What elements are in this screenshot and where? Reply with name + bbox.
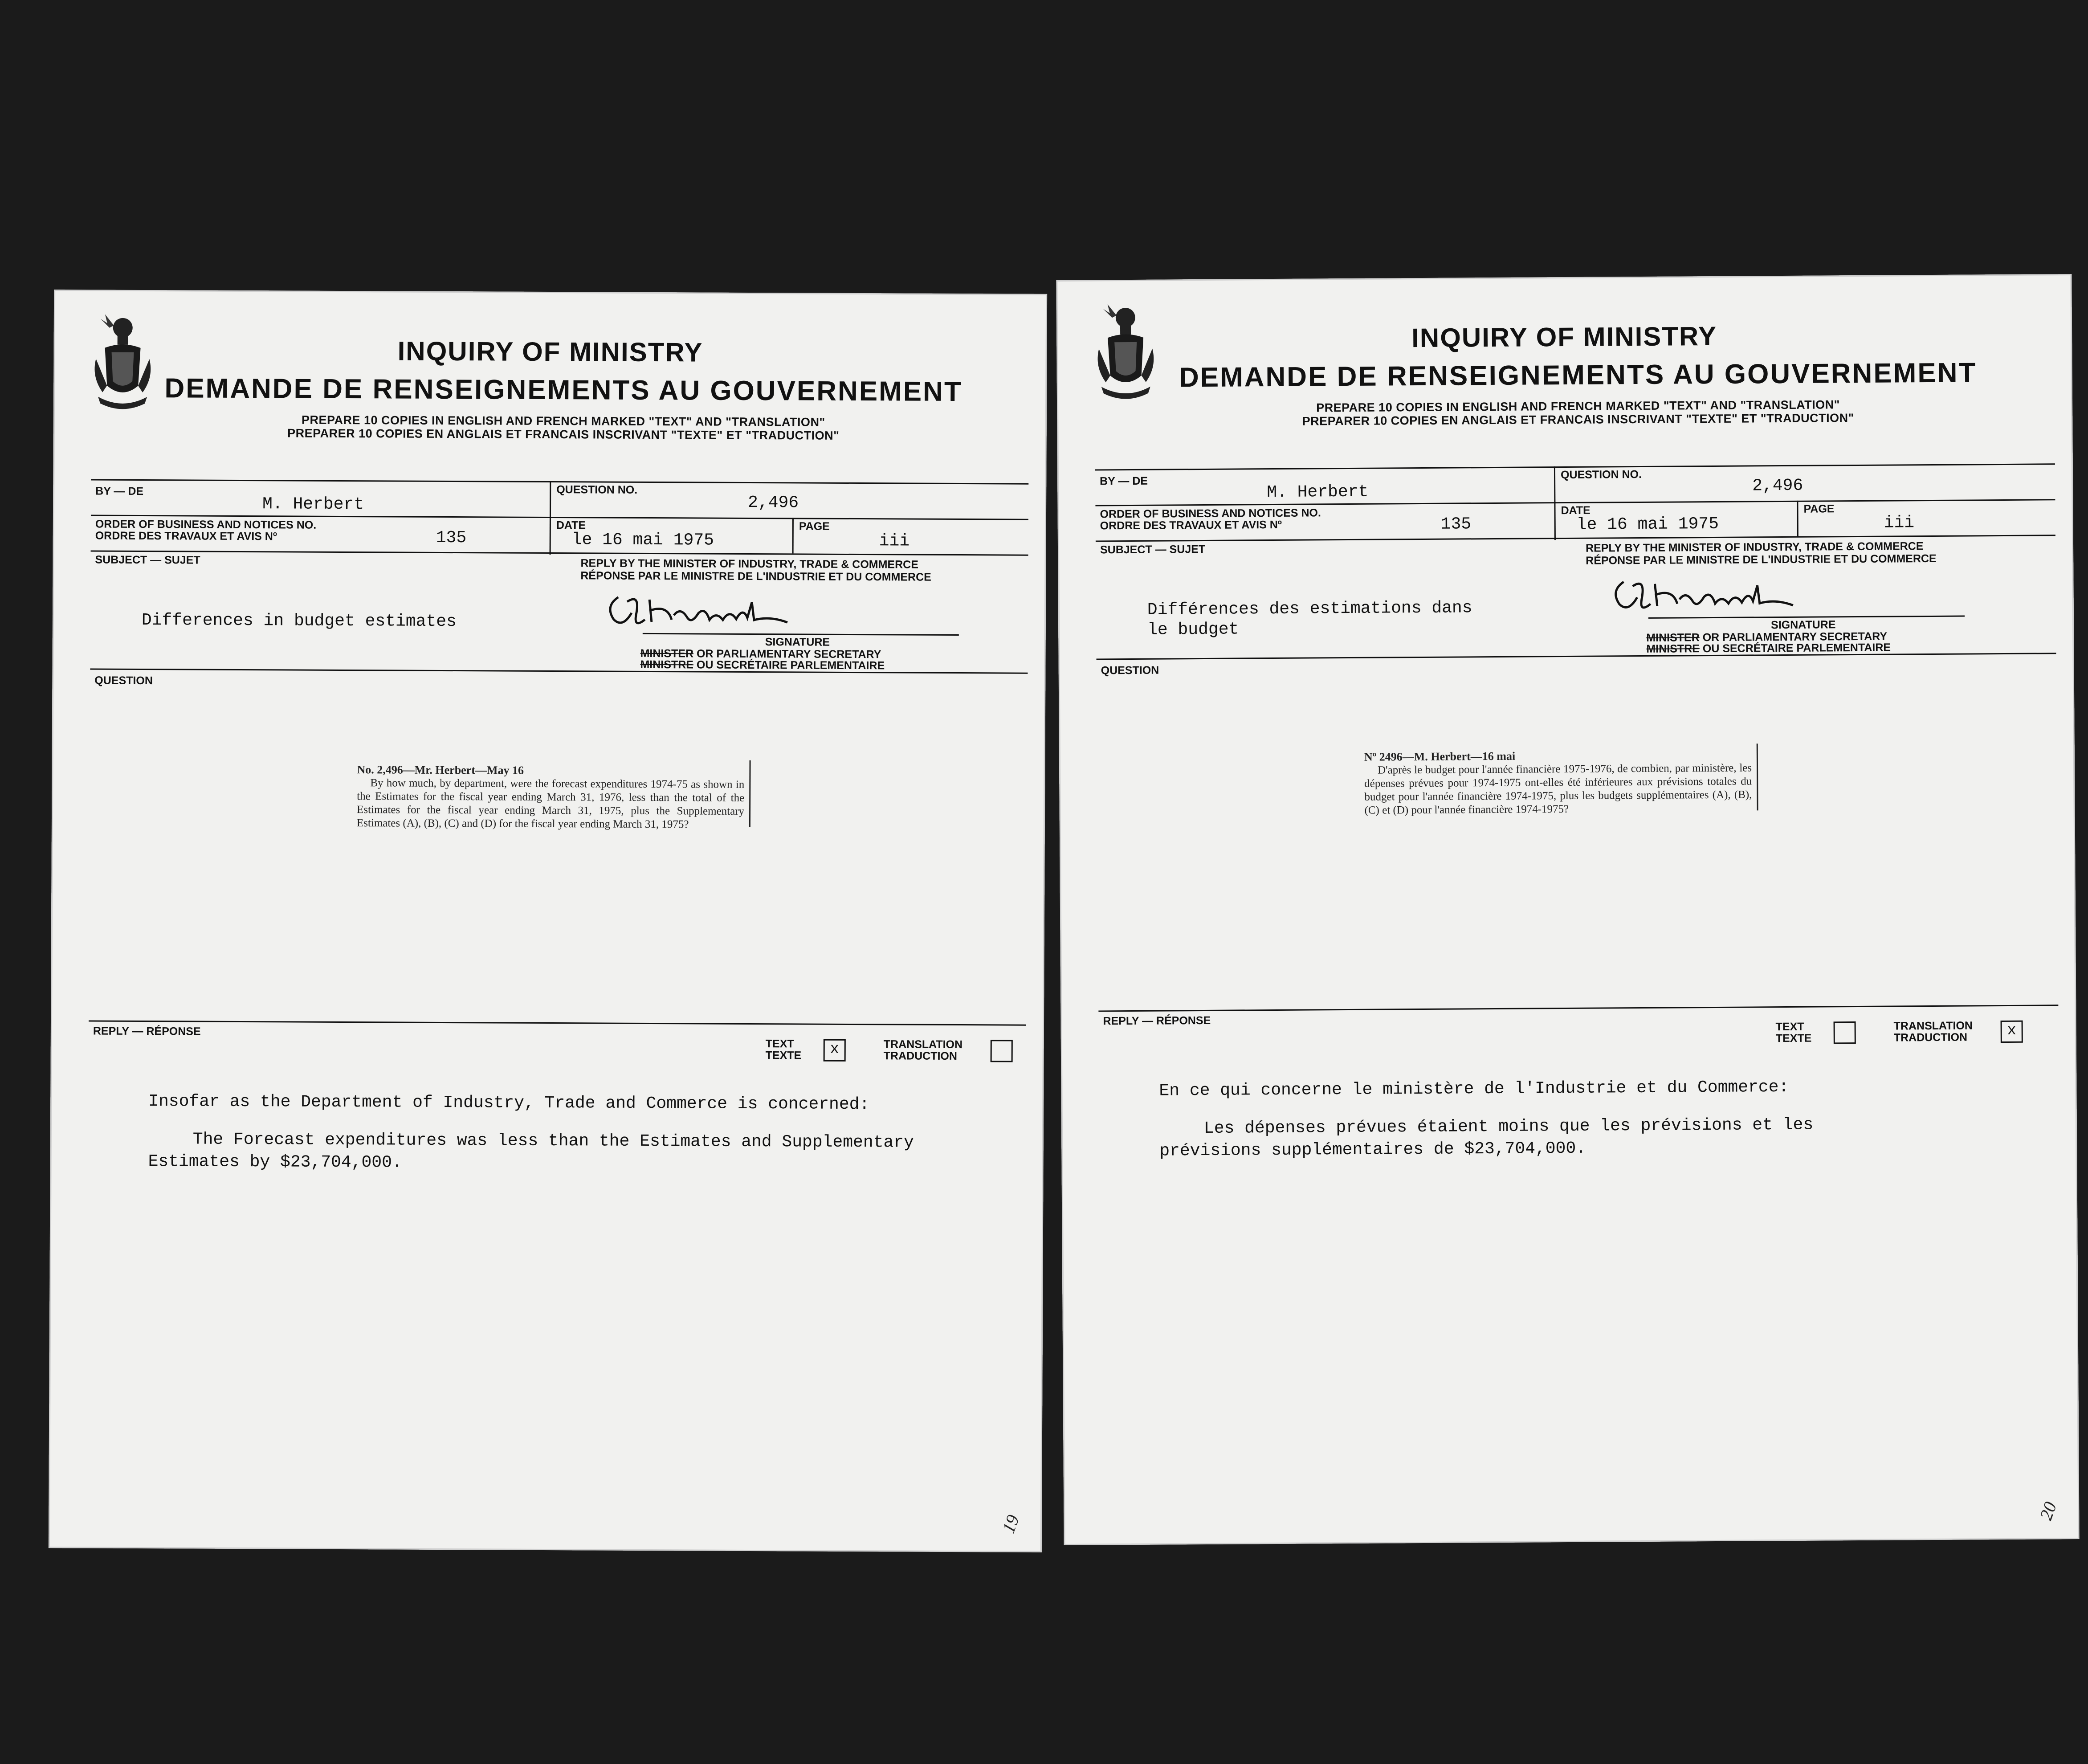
page-value: iii [879, 531, 910, 551]
order-label-english: ORDER OF BUSINESS AND NOTICES NO. [95, 518, 317, 531]
text-checkbox[interactable]: x [824, 1039, 846, 1062]
reply-by-english: REPLY BY THE MINISTER OF INDUSTRY, TRADE & COMMERCE [580, 557, 918, 571]
translation-label-french: TRADUCTION [1893, 1031, 1968, 1044]
question-label: QUESTION [94, 674, 153, 687]
signature-label: SIGNATURE [765, 636, 830, 649]
reply-by-french: RÉPONSE PAR LE MINISTRE DE L'INDUSTRIE ET DU COMMERCE [580, 569, 931, 584]
text-label-english: TEXT [1775, 1020, 1804, 1033]
reply-by-english: REPLY BY THE MINISTER OF INDUSTRY, TRADE & COMMERCE [1585, 540, 1924, 555]
order-label-french: ORDRE DES TRAVAUX ET AVIS Nº [95, 529, 277, 543]
text-label-french: TEXTE [1775, 1032, 1812, 1045]
subject-value-line-1: Differences in budget estimates [141, 611, 457, 632]
question-label: QUESTION [1101, 664, 1159, 677]
order-value: 135 [1440, 514, 1472, 534]
subject-label: SUBJECT — SUJET [1100, 543, 1206, 556]
by-value: M. Herbert [1267, 482, 1369, 502]
subject-value-line-2: le budget [1147, 620, 1239, 640]
subject-value-line-1: Différences des estimations dans [1147, 598, 1472, 620]
order-label-english: ORDER OF BUSINESS AND NOTICES NO. [1100, 506, 1321, 521]
form-title-french: DEMANDE DE RENSEIGNEMENTS AU GOUVERNEMENT [164, 373, 963, 408]
form-title-french: DEMANDE DE RENSEIGNEMENTS AU GOUVERNEMENT [1179, 357, 1977, 393]
reply-text-line-1: En ce qui concerne le ministère de l'Industrie et du Commerce: [1159, 1077, 1789, 1101]
reply-label: REPLY — RÉPONSE [1103, 1014, 1211, 1028]
handwritten-page-number: 20 [2035, 1499, 2061, 1523]
by-label: BY — DE [1100, 474, 1148, 488]
reply-text-line-2: The Forecast expenditures was less than the Estimates and Supplementary [192, 1130, 914, 1152]
by-label: BY — DE [95, 485, 144, 498]
by-value: M. Herbert [262, 494, 364, 514]
translation-label-english: TRANSLATION [1893, 1019, 1973, 1033]
question-no-label: QUESTION NO. [556, 483, 638, 496]
page-value: iii [1884, 513, 1915, 533]
form-title-english: INQUIRY OF MINISTRY [397, 336, 703, 368]
date-label: DATE [556, 519, 586, 532]
reply-text-line-3: Estimates by $23,704,000. [148, 1152, 402, 1172]
form-sheet-french [1056, 274, 2079, 1545]
form-title-english: INQUIRY OF MINISTRY [1411, 321, 1717, 353]
translation-label-french: TRADUCTION [883, 1049, 958, 1063]
question-clipping [357, 763, 745, 832]
minister-line-english: MINISTER OR PARLIAMENTARY SECRETARY [640, 647, 881, 661]
text-label-french: TEXTE [765, 1049, 802, 1062]
clipping-title: No. 2,496—Mr. Herbert—May 16 [357, 763, 524, 777]
handwritten-signature [1606, 572, 1811, 622]
clipping-body: D'après le budget pour l'année financière 1975-1976, de combien, par ministère, les dépenses prévues pour 1974-1975 ont-elles été inférieures aux prévisions totales du budget pour l'année financière 1974-1975, plus les budgets supplémentaires (A), (B), (C) et (D) pour l'année financière 1974-1975? [1364, 762, 1752, 817]
question-no-label: QUESTION NO. [1560, 468, 1642, 482]
reply-text-line-2: Les dépenses prévues étaient moins que les prévisions et les [1203, 1115, 1814, 1138]
question-no-value: 2,496 [1752, 476, 1803, 496]
minister-line-english: MINISTER OR PARLIAMENTARY SECRETARY [1646, 630, 1888, 644]
text-checkbox[interactable] [1834, 1021, 1856, 1044]
question-clipping [1364, 748, 1752, 817]
date-label: DATE [1561, 504, 1590, 517]
reply-label: REPLY — RÉPONSE [93, 1025, 201, 1038]
date-value: le 16 mai 1975 [1576, 514, 1719, 535]
order-label-french: ORDRE DES TRAVAUX ET AVIS Nº [1100, 518, 1282, 532]
translation-label-english: TRANSLATION [883, 1038, 963, 1051]
date-value: le 16 mai 1975 [571, 530, 714, 550]
instructions-english: PREPARE 10 COPIES IN ENGLISH AND FRENCH MARKED "TEXT" AND "TRANSLATION" [301, 413, 825, 429]
translation-checkbox[interactable] [991, 1040, 1013, 1062]
order-value: 135 [436, 528, 467, 548]
question-no-value: 2,496 [748, 493, 799, 513]
handwritten-signature [600, 588, 805, 638]
signature-label: SIGNATURE [1771, 618, 1836, 632]
instructions-french: PREPARER 10 COPIES EN ANGLAIS ET FRANCAIS INSCRIVANT "TEXTE" ET "TRADUCTION" [287, 426, 840, 442]
form-sheet-english [49, 290, 1047, 1552]
instructions-english: PREPARE 10 COPIES IN ENGLISH AND FRENCH MARKED "TEXT" AND "TRANSLATION" [1316, 398, 1840, 415]
reply-by-french: RÉPONSE PAR LE MINISTRE DE L'INDUSTRIE ET DU COMMERCE [1586, 552, 1937, 567]
clipping-body: By how much, by department, were the forecast expenditures 1974-75 as shown in the Estimates for the fiscal year ending March 31, 1976, less than the total of the Estimates for the fiscal year ending March 31, 1975, plus the Supplementary Estimates (A), (B), (C) and (D) for the fiscal year ending March 31, 1975? [356, 777, 745, 831]
page-label: PAGE [799, 520, 830, 533]
subject-label: SUBJECT — SUJET [95, 553, 200, 567]
clipping-title: Nº 2496—M. Herbert—16 mai [1364, 749, 1516, 764]
instructions-french: PREPARER 10 COPIES EN ANGLAIS ET FRANCAIS INSCRIVANT "TEXTE" ET "TRADUCTION" [1302, 411, 1855, 428]
text-label-english: TEXT [765, 1037, 794, 1050]
minister-line-french: MINISTRE OU SECRÉTAIRE PARLEMENTAIRE [640, 658, 885, 672]
page-label: PAGE [1803, 502, 1835, 515]
reply-text-line-1: Insofar as the Department of Industry, Trade and Commerce is concerned: [148, 1092, 870, 1115]
handwritten-page-number: 19 [998, 1512, 1024, 1536]
translation-checkbox[interactable]: x [2001, 1021, 2023, 1043]
reply-text-line-3: prévisions supplémentaires de $23,704,000. [1159, 1139, 1586, 1161]
minister-line-french: MINISTRE OU SECRÉTAIRE PARLEMENTAIRE [1646, 641, 1891, 655]
